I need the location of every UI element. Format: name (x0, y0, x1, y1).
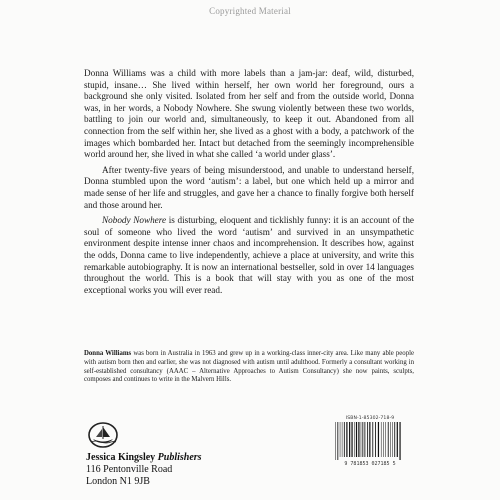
barcode-bar (346, 422, 347, 457)
blurb-paragraph-2: After twenty-five years of being misunderstood, and unable to understand herself, Donna stumbled upon the word ‘autism’: a label, but one which held up a mirror and made sense of her life and struggles, and gave her a chance to finally forgive both herself and those around her. (84, 164, 414, 210)
barcode-bar (392, 422, 393, 457)
barcode-bar (335, 422, 336, 460)
barcode-bar (361, 422, 362, 457)
barcode-bar (383, 422, 384, 457)
barcode-bar (354, 422, 355, 457)
blurb-paragraph-3 (84, 215, 414, 296)
publisher-block (86, 452, 202, 488)
barcode-bar (358, 422, 359, 457)
blurb-paragraph-3-body: is disturbing, eloquent and ticklishly funny: it is an account of the soul of someone who lived the word ‘autism’ and survived in an unsympathetic environment despite intense inner chaos and incomprehension. It describes how, against the odds, Donna came to live independently, achieve a place at university, and write this remarkable autobiography. It is now an international bestseller, sold in over 14 languages throughout the world. This is a book that will stay with you as one of the most exceptional works you will ever read. (84, 215, 415, 295)
blurb-paragraph-1: Donna Williams was a child with more labels than a jam-jar: deaf, wild, disturbed, stupid, insane… She lived within herself, her own world her foreground, ours a background she only visited. Isolated from her self and from the outside world, Donna was, in her words, a Nobody Nowhere. She swung violently between these two worlds, battling to join our world and, simultaneously, to keep it out. Abandoned from all connection from the self within her, she lived as a ghost with a body, a patchwork of the images which bombarded her. Intact but detached from the seemingly incomprehensible world around her, she lived in what she called ‘a world under glass’. (84, 68, 414, 160)
publisher-name-suffix: Publishers (157, 452, 202, 463)
blurb-text (84, 68, 414, 300)
copyright-watermark: Copyrighted Material (209, 6, 291, 16)
barcode-bar (356, 422, 357, 457)
publisher-address-line-1: 116 Pentonville Road (86, 464, 173, 475)
barcode-bar (372, 422, 373, 457)
barcode-bar (375, 422, 376, 457)
isbn-label: ISBN-1-85302-718-9 (345, 416, 395, 421)
ean-main: 9 781853 027185 (344, 461, 390, 467)
ean-digits (331, 461, 409, 467)
barcode-block (331, 416, 409, 468)
barcode-bar (340, 422, 341, 457)
barcode-bar (369, 422, 370, 457)
ship-emblem-icon (86, 420, 120, 450)
author-bio (84, 350, 414, 385)
barcode-bar (349, 422, 350, 457)
barcode-bar (351, 422, 352, 457)
book-title-italic: Nobody Nowhere (102, 215, 167, 226)
barcode-bar (390, 422, 391, 457)
author-bio-text: was born in Australia in 1963 and grew up in a working-class inner-city area. Like many able people with autism born then and earlier, she was not diagnosed with autism until adulthood. Formerly a consultant working in self-established consultancy (AAAC – Alternative Approaches to Autism Consultancy) she now paints, sculpts, composes and continues to write in the Malvern Hills. (84, 350, 414, 384)
author-name: Donna Williams (84, 350, 132, 357)
publisher-address-line-2: London N1 9JB (86, 476, 150, 487)
barcode-bar (399, 422, 400, 460)
barcode-bar (344, 422, 345, 457)
barcode-icon (334, 422, 406, 460)
publisher-name (86, 452, 202, 464)
barcode-bar (381, 422, 382, 457)
publisher-name-main: Jessica Kingsley (86, 452, 158, 463)
barcode-bar (362, 422, 363, 457)
barcode-bar (337, 422, 338, 460)
barcode-bar (342, 422, 343, 457)
barcode-bar (397, 422, 398, 457)
barcode-bar (385, 422, 386, 457)
barcode-bar (388, 422, 389, 457)
ean-addon: 5 (392, 461, 396, 467)
barcode-bar (378, 422, 379, 457)
barcode-bar (394, 422, 395, 457)
barcode-bar (364, 422, 365, 457)
barcode-bar (367, 422, 368, 457)
